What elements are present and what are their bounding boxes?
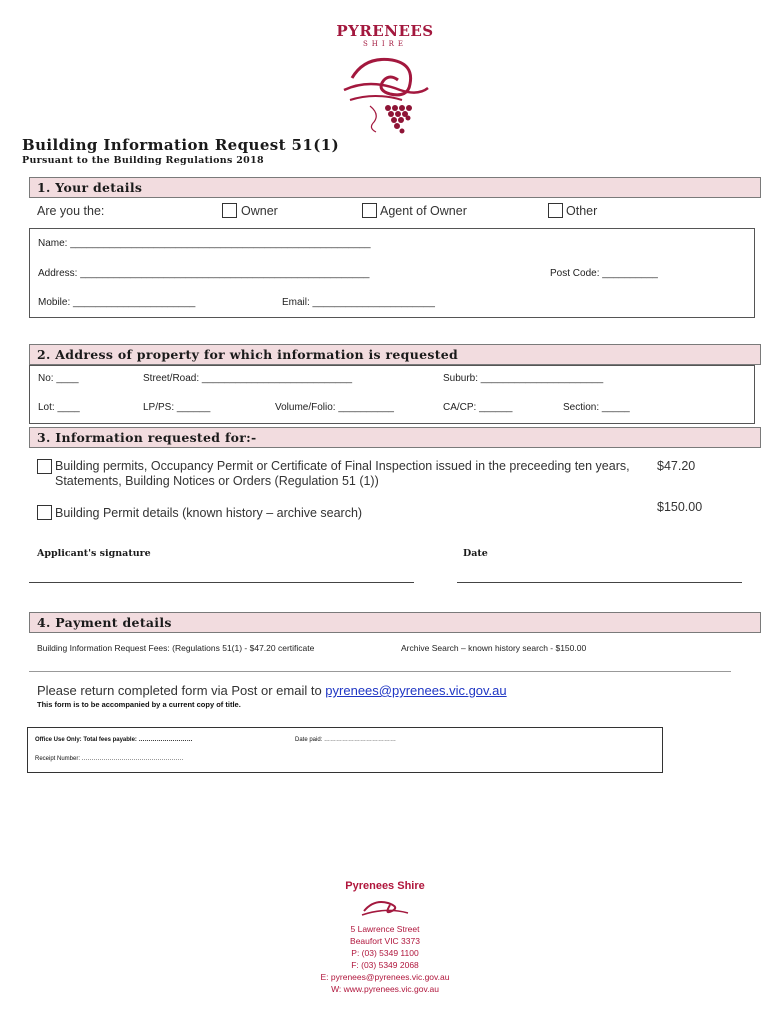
suburb-field[interactable]: Suburb: ______________________ [443, 373, 604, 384]
other-checkbox[interactable] [548, 203, 563, 218]
archive-search-checkbox[interactable] [37, 505, 52, 520]
footer-fax: F: (03) 5349 2068 [351, 960, 419, 970]
title-copy-note: This form is to be accompanied by a current copy of title. [37, 700, 241, 709]
footer-street: 5 Lawrence Street [350, 924, 420, 934]
postcode-field[interactable]: Post Code: __________ [550, 268, 658, 279]
section-payment-details-heading: 4. Payment details [29, 612, 761, 633]
section-your-details-heading: 1. Your details [29, 177, 761, 198]
agent-of-owner-label: Agent of Owner [380, 204, 467, 218]
signature-line[interactable] [29, 582, 414, 583]
return-text: Please return completed form via Post or email to [37, 683, 326, 698]
section-property-address-heading: 2. Address of property for which information is requested [29, 344, 761, 365]
date-line[interactable] [457, 582, 742, 583]
address-field[interactable]: Address: ____________________________________________________ [38, 268, 370, 279]
ca-cp-field[interactable]: CA/CP: ______ [443, 402, 513, 413]
footer-website[interactable]: W: www.pyrenees.vic.gov.au [331, 984, 439, 994]
page-title: Building Information Request 51(1) [22, 136, 340, 154]
applicant-signature-label: Applicant's signature [37, 548, 151, 559]
archive-search-label: Building Permit details (known history – archive search) [55, 506, 363, 520]
no-field[interactable]: No: ____ [38, 373, 79, 384]
other-label: Other [566, 204, 598, 218]
office-date-paid-text: Date paid: ……………………………… [295, 737, 397, 743]
street-road-field[interactable]: Street/Road: ___________________________ [143, 373, 353, 384]
archive-search-fee: $150.00 [657, 500, 703, 514]
owner-label: Owner [241, 204, 278, 218]
office-fees-text: Office Use Only: Total fees payable: ……………………… [35, 737, 193, 743]
section-field[interactable]: Section: _____ [563, 402, 630, 413]
footer-name: Pyrenees Shire [345, 880, 425, 892]
lot-field[interactable]: Lot: ____ [38, 402, 80, 413]
owner-checkbox[interactable] [222, 203, 237, 218]
property-address-box [29, 365, 755, 424]
volume-folio-field[interactable]: Volume/Folio: __________ [275, 402, 394, 413]
ram-grapes-icon [330, 48, 440, 138]
building-permits-fee: $47.20 [657, 459, 696, 473]
agent-of-owner-checkbox[interactable] [362, 203, 377, 218]
logo-title: PYRENEES [336, 22, 434, 40]
building-permits-checkbox[interactable] [37, 459, 52, 474]
building-permits-label: Building permits, Occupancy Permit or Certificate of Final Inspection issued in the preceeding ten years, Statements, Building Notices or Orders (Regulation 51 (1)) [55, 459, 630, 488]
date-label: Date [463, 548, 488, 559]
footer-email[interactable]: E: pyrenees@pyrenees.vic.gov.au [320, 972, 450, 982]
are-you-the-label: Are you the: [37, 204, 105, 218]
footer-swirl-icon [360, 897, 410, 919]
footer-phone: P: (03) 5349 1100 [351, 948, 419, 958]
page-subtitle: Pursuant to the Building Regulations 2018 [22, 155, 264, 166]
return-email-link[interactable]: pyrenees@pyrenees.vic.gov.au [325, 683, 507, 698]
fees-text: Building Information Request Fees: (Regulations 51(1) - $47.20 certificate [37, 643, 315, 653]
payment-divider [29, 671, 731, 672]
office-use-box [27, 727, 663, 773]
return-instructions [37, 683, 507, 698]
office-receipt-text: Receipt Number: …………………………………………… [35, 756, 184, 762]
email-field[interactable]: Email: ______________________ [282, 297, 435, 308]
mobile-field[interactable]: Mobile: ______________________ [38, 297, 196, 308]
logo-subtitle: SHIRE [362, 40, 408, 48]
lp-ps-field[interactable]: LP/PS: ______ [143, 402, 211, 413]
pyrenees-logo [330, 20, 440, 135]
section-information-requested-heading: 3. Information requested for:- [29, 427, 761, 448]
name-field[interactable]: Name: ______________________________________________________ [38, 238, 371, 249]
footer-town: Beaufort VIC 3373 [350, 936, 420, 946]
archive-fee-text: Archive Search – known history search - $150.00 [401, 643, 587, 653]
